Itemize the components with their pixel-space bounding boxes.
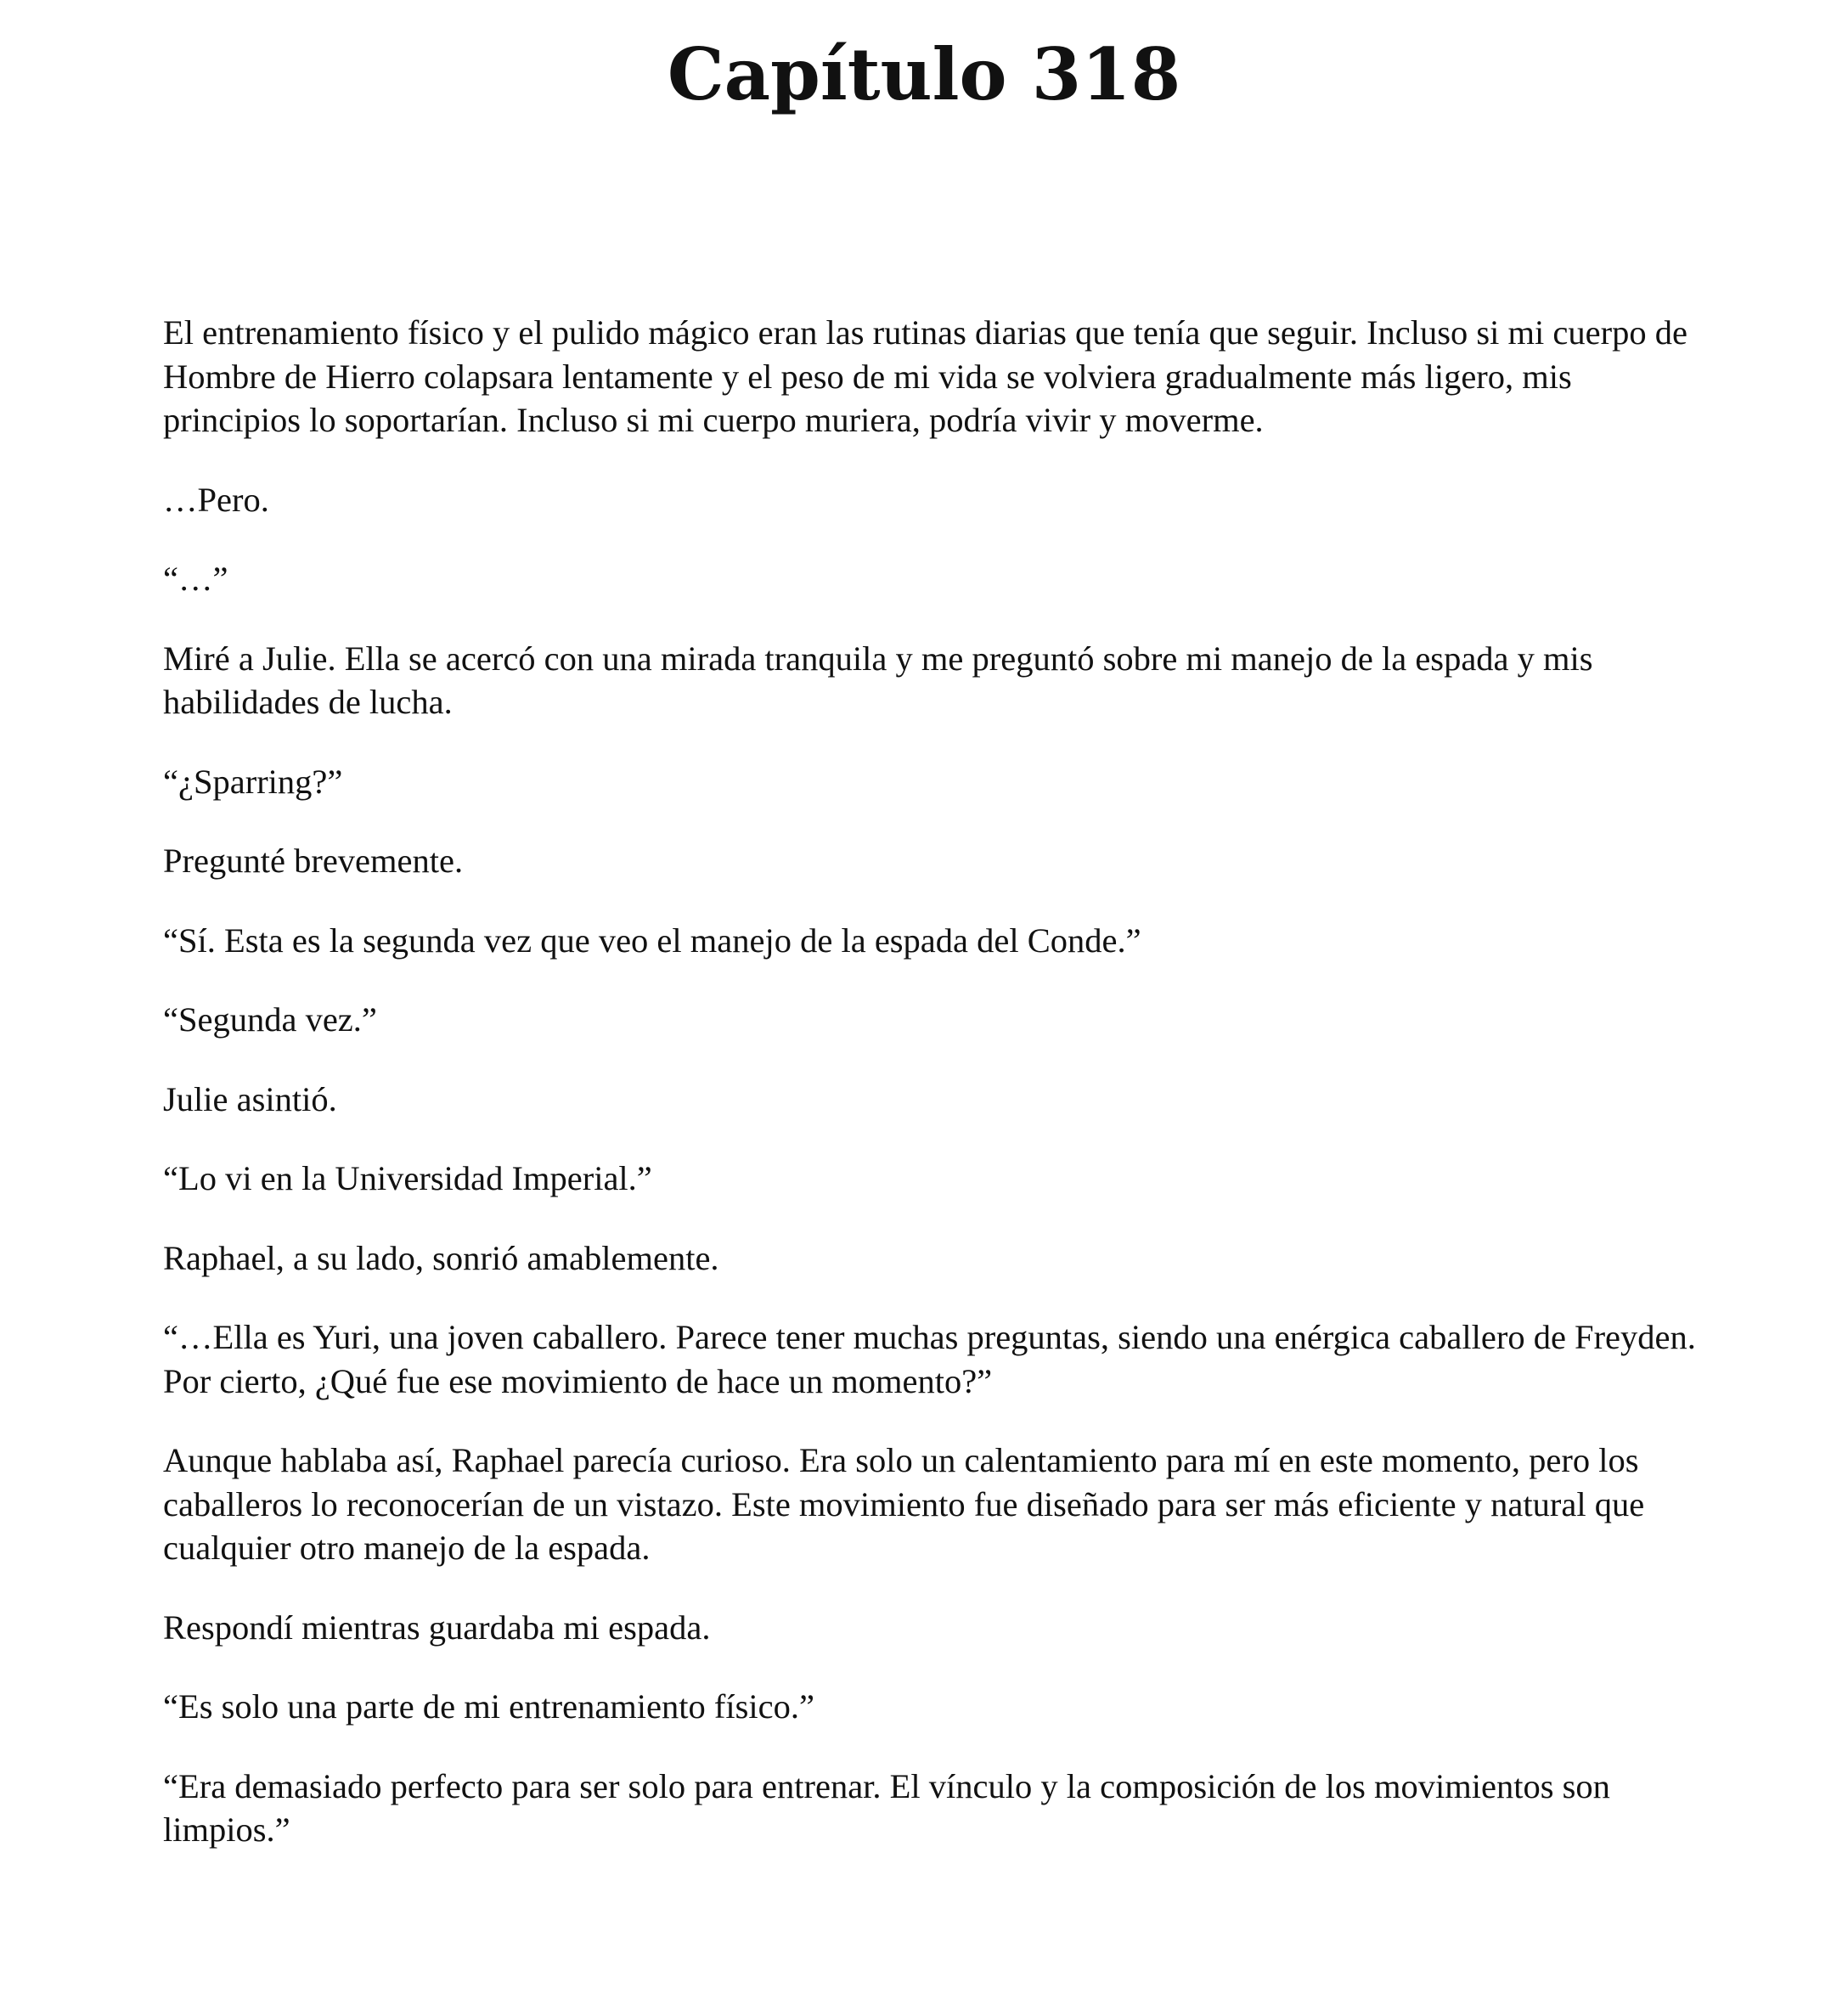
paragraph-2: …Pero.: [163, 480, 269, 519]
paragraph-5: “¿Sparring?”: [163, 762, 343, 801]
paragraph-12: “…Ella es Yuri, una joven caballero. Parece tener muchas preguntas, siendo una enérgica caballero de Freyden. Por cierto, ¿Qué fue ese movimiento de hace un momento?”: [163, 1318, 1696, 1400]
paragraph-13: Aunque hablaba así, Raphael parecía curioso. Era solo un calentamiento para mí en este momento, pero los caballeros lo reconocerían de un vistazo. Este movimiento fue diseñado para ser más eficiente y natural que cualquier otro manejo de la espada.: [163, 1441, 1645, 1567]
paragraph-11: Raphael, a su lado, sonrió amablemente.: [163, 1238, 719, 1277]
paragraph-14: Respondí mientras guardaba mi espada.: [163, 1608, 711, 1647]
chapter-body: [163, 311, 1709, 1888]
paragraph-4: Miré a Julie. Ella se acercó con una mirada tranquila y me preguntó sobre mi manejo de la espada y mis habilidades de lucha.: [163, 639, 1593, 721]
chapter-title: Capítulo 318: [667, 32, 1181, 116]
paragraph-6: Pregunté brevemente.: [163, 842, 464, 880]
paragraph-10: “Lo vi en la Universidad Imperial.”: [163, 1159, 652, 1197]
paragraph-9: Julie asintió.: [163, 1079, 337, 1118]
paragraph-1: El entrenamiento físico y el pulido mágico eran las rutinas diarias que tenía que seguir. Incluso si mi cuerpo de Hombre de Hierro colapsara lentamente y el peso de mi vida se volviera gradualmente más ligero, mis principios lo soportarían. Incluso si mi cuerpo muriera, podría vivir y moverme.: [163, 313, 1687, 439]
paragraph-8: “Segunda vez.”: [163, 1000, 377, 1039]
paragraph-3: “…”: [163, 560, 228, 598]
paragraph-7: “Sí. Esta es la segunda vez que veo el manejo de la espada del Conde.”: [163, 921, 1141, 960]
paragraph-15: “Es solo una parte de mi entrenamiento físico.”: [163, 1687, 814, 1726]
paragraph-16: “Era demasiado perfecto para ser solo para entrenar. El vínculo y la composición de los movimientos son limpios.”: [163, 1766, 1610, 1849]
